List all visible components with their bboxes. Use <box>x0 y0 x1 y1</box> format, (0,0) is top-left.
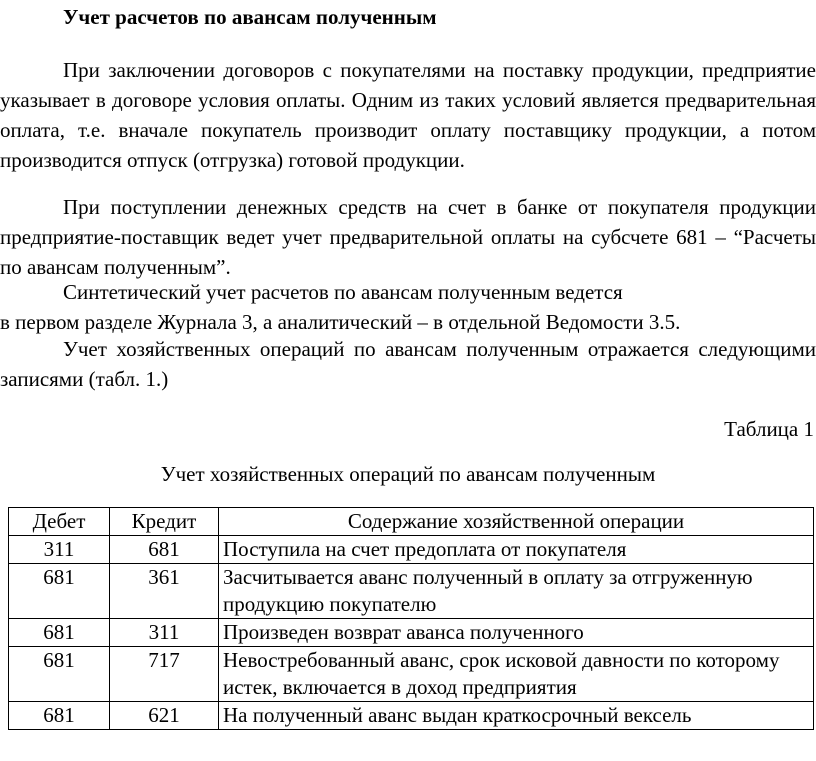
cell-debit: 311 <box>9 536 110 564</box>
operations-table <box>8 507 814 730</box>
cell-debit: 681 <box>9 647 110 702</box>
paragraph-entries: Учет хозяйственных операций по авансам полученным отражается следующими записями (табл. 1.) <box>0 337 816 391</box>
cell-description: Произведен возврат аванса полученного <box>219 619 814 647</box>
cell-credit: 311 <box>110 619 219 647</box>
cell-credit: 681 <box>110 536 219 564</box>
header-description: Содержание хозяйственной операции <box>219 508 814 536</box>
cell-credit: 361 <box>110 564 219 619</box>
cell-debit: 681 <box>9 702 110 730</box>
header-credit: Кредит <box>110 508 219 536</box>
paragraph-synthetic-line1: Синтетический учет расчетов по авансам полученным ведется <box>63 280 623 304</box>
paragraph-receipt: При поступлении денежных средств на счет в банке от покупателя продукции предприятие-поставщик ведет учет предварительной оплаты на субсчете 681 – “Расчеты по авансам полученным”. <box>0 195 816 279</box>
document-title: Учет расчетов по авансам полученным <box>63 5 437 29</box>
table-row <box>9 536 814 564</box>
table-row <box>9 619 814 647</box>
cell-debit: 681 <box>9 619 110 647</box>
table-header-row <box>9 508 814 536</box>
paragraph-synthetic-line2: в первом разделе Журнала 3, а аналитический – в отдельной Ведомости 3.5. <box>0 310 681 334</box>
cell-description: Засчитывается аванс полученный в оплату за отгруженную продукцию покупателю <box>219 564 814 619</box>
cell-description: Невостребованный аванс, срок исковой давности по которому истек, включается в доход предприятия <box>219 647 814 702</box>
cell-description: Поступила на счет предоплата от покупателя <box>219 536 814 564</box>
table-row <box>9 647 814 702</box>
cell-credit: 717 <box>110 647 219 702</box>
table-row <box>9 564 814 619</box>
header-debit: Дебет <box>9 508 110 536</box>
cell-description: На полученный аванс выдан краткосрочный вексель <box>219 702 814 730</box>
table-caption: Учет хозяйственных операций по авансам полученным <box>160 462 656 486</box>
cell-credit: 621 <box>110 702 219 730</box>
table-row <box>9 702 814 730</box>
cell-debit: 681 <box>9 564 110 619</box>
table-label: Таблица 1 <box>724 417 814 441</box>
paragraph-contracts: При заключении договоров с покупателями на поставку продукции, предприятие указывает в договоре условия оплаты. Одним из таких условий является предварительная оплата, т.е. вначале покупатель производит оплату поставщику продукции, а потом производится отпуск (отгрузка) готовой продукции. <box>0 58 816 172</box>
